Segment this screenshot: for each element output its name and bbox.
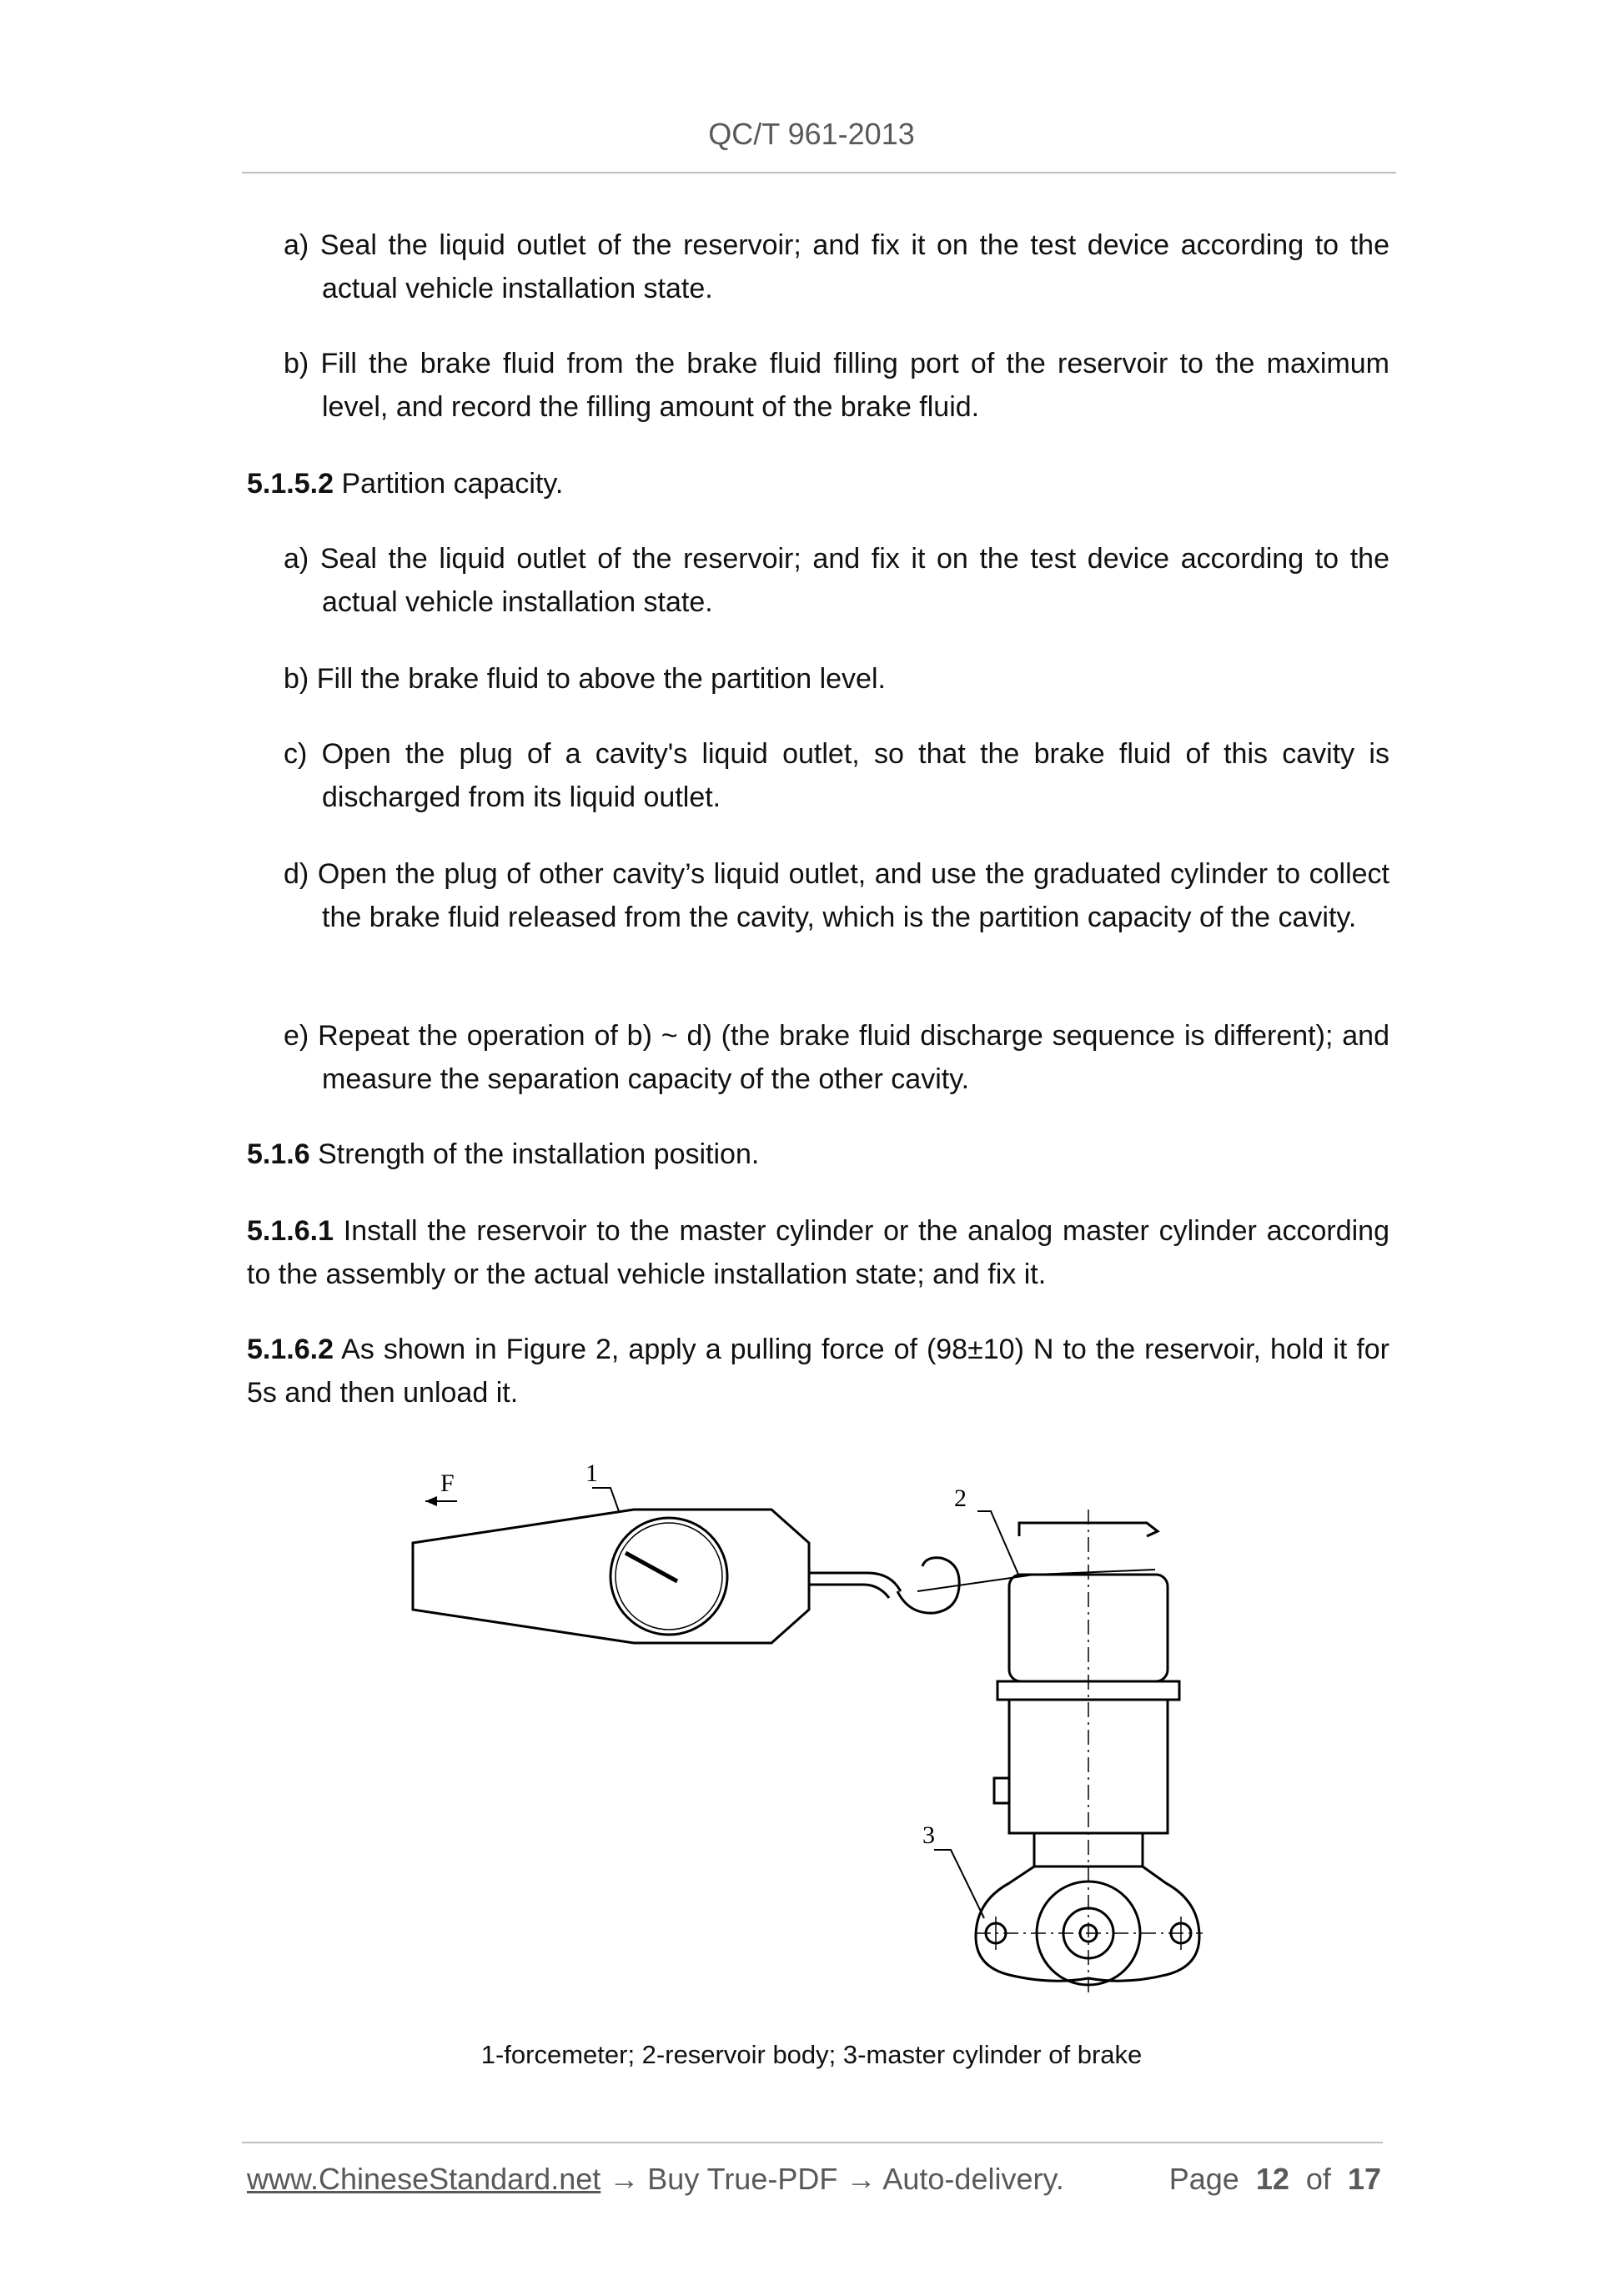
header-divider xyxy=(242,172,1396,173)
force-label: F xyxy=(440,1470,455,1497)
list-text: Seal the liquid outlet of the reservoir; and fix it on the test device according to the actual vehicle installation state. xyxy=(319,543,1389,618)
list-label: a) xyxy=(284,543,309,575)
section-text: Partition capacity. xyxy=(341,468,564,500)
figure-2-pull-test-diagram xyxy=(400,1451,1243,2002)
list-label: a) xyxy=(284,229,309,261)
list-text: Seal the liquid outlet of the reservoir; and fix it on the test device according to the actual vehicle installation state. xyxy=(319,229,1389,304)
website-link[interactable]: www.ChineseStandard.net xyxy=(247,2162,601,2196)
section-number: 5.1.5.2 xyxy=(247,468,334,500)
section-5-1-6 xyxy=(247,1133,1389,1176)
document-code-header: QC/T 961-2013 xyxy=(708,117,915,151)
page-total: 17 xyxy=(1347,2162,1381,2196)
callout-3: 3 xyxy=(922,1821,935,1849)
section-number: 5.1.6 xyxy=(247,1138,310,1170)
section-text: As shown in Figure 2, apply a pulling force of (98±10) N to the reservoir, hold it for 5s and then unload it. xyxy=(247,1334,1389,1409)
page-footer xyxy=(247,2162,1381,2197)
list-text: Open the plug of other cavity’s liquid outlet, and use the graduated cylinder to collect the brake fluid released from the cavity, which is the partition capacity of the cavity. xyxy=(317,858,1389,933)
list-text: Repeat the operation of b) ~ d) (the brake fluid discharge sequence is different); and measure the separation capacity of the other cavity. xyxy=(318,1020,1389,1095)
page-indicator xyxy=(1169,2162,1381,2197)
list-text: Fill the brake fluid from the brake fluid filling port of the reservoir to the maximum level, and record the filling amount of the brake fluid. xyxy=(320,348,1390,423)
callout-2: 2 xyxy=(954,1485,967,1512)
section-number: 5.1.6.1 xyxy=(247,1215,334,1247)
section-5-1-6-1 xyxy=(247,1209,1389,1296)
footer-divider xyxy=(242,2142,1383,2143)
list-label: b) xyxy=(284,663,309,695)
list-text: Open the plug of a cavity's liquid outlet, so that the brake fluid of this cavity is discharged from its liquid outlet. xyxy=(321,738,1389,813)
list-item-e-repeat xyxy=(284,1014,1389,1101)
section-5-1-6-2 xyxy=(247,1328,1389,1414)
list-label: c) xyxy=(284,738,308,770)
page-number: 12 xyxy=(1255,2162,1289,2196)
figure-caption: 1-forcemeter; 2-reservoir body; 3-master cylinder of brake xyxy=(480,2040,1143,2069)
list-label: d) xyxy=(284,858,309,890)
section-number: 5.1.6.2 xyxy=(247,1334,334,1365)
list-item-b-fill-partition xyxy=(284,657,1389,701)
list-item-d-open-other-plug xyxy=(284,852,1389,939)
list-text: Fill the brake fluid to above the partition level. xyxy=(316,663,886,695)
arrow-right-icon: → xyxy=(609,2162,640,2196)
list-label: b) xyxy=(284,348,309,379)
section-text: Strength of the installation position. xyxy=(318,1138,760,1170)
list-item-a-seal-outlet-2 xyxy=(284,537,1389,624)
list-item-b-fill-fluid xyxy=(284,342,1389,429)
page-label: Page xyxy=(1168,2162,1239,2196)
list-item-c-open-plug xyxy=(284,732,1389,819)
callout-1: 1 xyxy=(585,1459,598,1487)
buy-pdf-text: Buy True-PDF xyxy=(647,2162,838,2196)
auto-delivery-text: Auto-delivery. xyxy=(882,2162,1064,2196)
hook xyxy=(897,1558,959,1613)
section-text: Install the reservoir to the master cylinder or the analog master cylinder according to the assembly or the actual vehicle installation state; and fix it. xyxy=(247,1215,1389,1290)
of-label: of xyxy=(1305,2162,1331,2196)
section-5-1-5-2 xyxy=(247,462,1389,505)
list-item-a-seal-outlet xyxy=(284,224,1389,310)
arrow-right-icon: → xyxy=(846,2162,877,2196)
list-label: e) xyxy=(284,1020,309,1052)
